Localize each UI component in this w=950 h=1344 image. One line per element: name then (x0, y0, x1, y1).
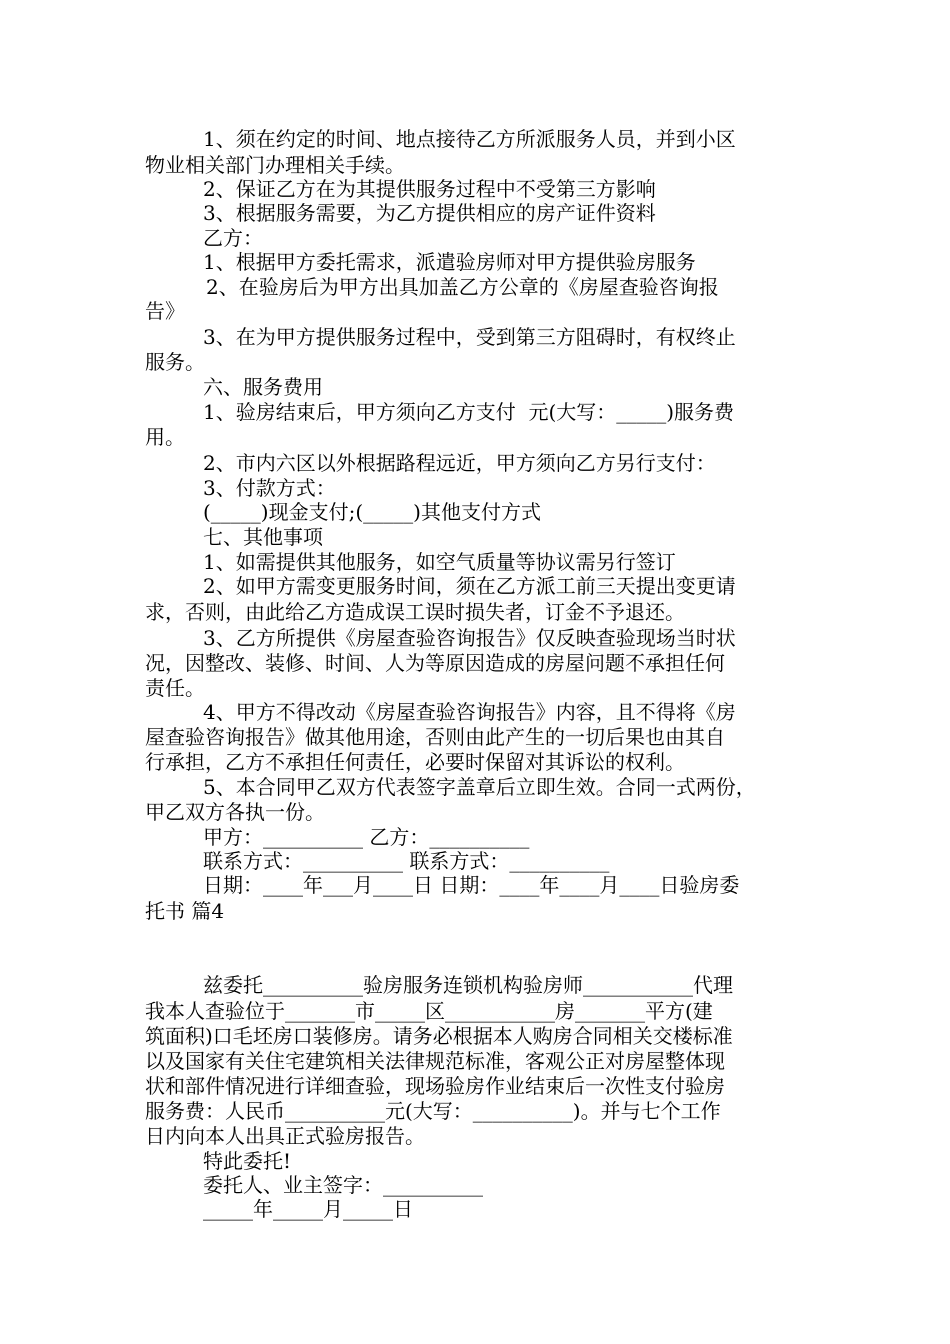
text-line: 兹委托__________验房服务连锁机构验房师___________代理 (203, 973, 733, 997)
date-line: 日期：____年___月____日 日期：____年____月____日验房委 (203, 873, 740, 897)
date-line: _____年_____月_____日 (203, 1197, 413, 1221)
text-line: 日内向本人出具正式验房报告。 (145, 1124, 425, 1148)
section-title: 托书 篇4 (145, 899, 225, 923)
text-line: 屋查验咨询报告》做其他用途，否则由此产生的一切后果也由其自 (145, 725, 725, 749)
text-line: 以及国家有关住宅建筑相关法律规范标准，客观公正对房屋整体现 (145, 1049, 725, 1073)
text-line: 特此委托! (203, 1149, 292, 1173)
text-line: 乙方： (203, 226, 263, 250)
signature-line: 委托人、业主签字：__________ (203, 1173, 483, 1197)
text-line: 我本人查验位于_______市_____区___________房_______平方(建 (145, 999, 713, 1023)
text-line: 用。 (145, 425, 185, 449)
text-line: 2、如甲方需变更服务时间，须在乙方派工前三天提出变更请 (203, 574, 736, 598)
text-line: 3、根据服务需要，为乙方提供相应的房产证件资料 (203, 201, 656, 225)
text-line: 甲乙双方各执一份。 (145, 800, 325, 824)
text-line: 服务费：人民币__________元(大写：__________)。并与七个工作 (145, 1099, 721, 1123)
text-line: 筑面积)口毛坯房口装修房。请务必根据本人购房合同相关交楼标准 (145, 1024, 733, 1048)
text-line: 服务。 (145, 350, 205, 374)
text-line: 2、市内六区以外根据路程远近，甲方须向乙方另行支付： (203, 451, 716, 475)
text-line: 3、付款方式： (203, 476, 336, 500)
section-heading: 七、其他事项 (203, 525, 323, 549)
text-line: 1、验房结束后，甲方须向乙方支付 元(大写：_____)服务费 (203, 400, 735, 424)
text-line: 2、保证乙方在为其提供服务过程中不受第三方影响 (203, 177, 656, 201)
text-line: 况，因整改、装修、时间、人为等原因造成的房屋问题不承担任何 (145, 651, 725, 675)
text-line: 4、甲方不得改动《房屋查验咨询报告》内容，且不得将《房 (203, 700, 736, 724)
text-line: 1、须在约定的时间、地点接待乙方所派服务人员，并到小区 (203, 127, 736, 151)
text-line: 状和部件情况进行详细查验，现场验房作业结束后一次性支付验房 (145, 1074, 725, 1098)
section-heading: 六、服务费用 (203, 375, 323, 399)
text-line: 求，否则，由此给乙方造成误工误时损失者，订金不予退还。 (145, 600, 685, 624)
text-line: (_____)现金支付;(_____)其他支付方式 (203, 500, 541, 524)
text-line: 3、在为甲方提供服务过程中，受到第三方阻碍时，有权终止 (203, 325, 736, 349)
text-line: 3、乙方所提供《房屋查验咨询报告》仅反映查验现场当时状 (203, 626, 736, 650)
text-line: 告》 (145, 299, 185, 323)
text-line: 行承担，乙方不承担任何责任，必要时保留对其诉讼的权利。 (145, 750, 685, 774)
text-line: 1、如需提供其他服务，如空气质量等协议需另行签订 (203, 550, 676, 574)
text-line: 2、在验房后为甲方出具加盖乙方公章的《房屋查验咨询报 (206, 275, 719, 299)
text-line: 5、本合同甲乙双方代表签字盖章后立即生效。合同一式两份， (203, 775, 756, 799)
signature-line: 甲方：__________ 乙方：__________ (203, 825, 530, 849)
text-line: 物业相关部门办理相关手续。 (145, 153, 405, 177)
contact-line: 联系方式：__________ 联系方式：__________ (203, 849, 610, 873)
text-line: 责任。 (145, 676, 205, 700)
text-line: 1、根据甲方委托需求，派遣验房师对甲方提供验房服务 (203, 250, 696, 274)
